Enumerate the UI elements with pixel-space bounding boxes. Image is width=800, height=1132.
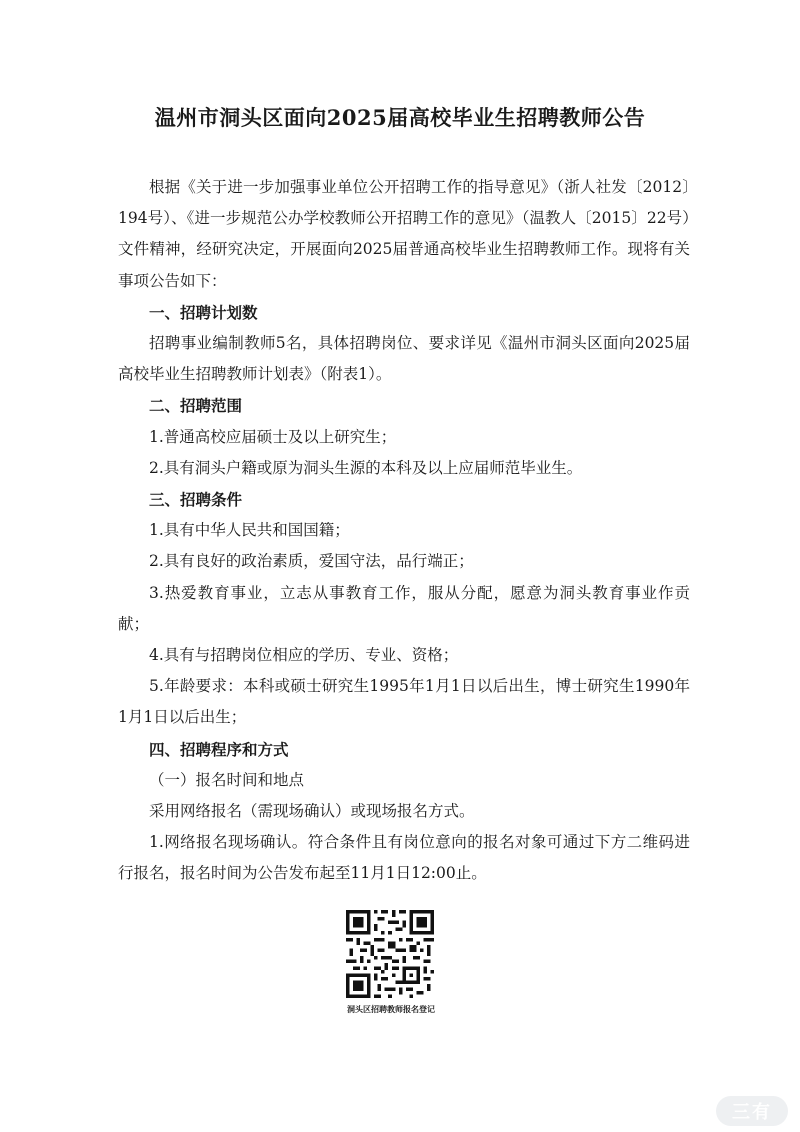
- section-paragraph: 1.具有中华人民共和国国籍；: [149, 521, 350, 540]
- intro-paragraph: 根据《关于进一步加强事业单位公开招聘工作的指导意见》（浙人社发〔2012〕194号）、《进一步规范公办学校教师公开招聘工作的意见》（温教人〔2015〕22号）文件精神，经研究决定，开展面向2025届普通高校毕业生招聘教师工作。现将有关事项公告如下：: [118, 178, 690, 290]
- watermark-logo: 三有: [716, 1096, 788, 1126]
- section-heading: 二、招聘范围: [149, 396, 243, 416]
- section-paragraph: 4.具有与招聘岗位相应的学历、专业、资格；: [149, 646, 459, 665]
- section-paragraph: 采用网络报名（需现场确认）或现场报名方式。: [149, 802, 475, 821]
- section-paragraph: 3.热爱教育事业，立志从事教育工作，服从分配，愿意为洞头教育事业作贡献；: [118, 583, 690, 633]
- section-heading: 三、招聘条件: [149, 490, 243, 510]
- section-heading: 一、招聘计划数: [149, 302, 258, 322]
- section-paragraph: （一）报名时间和地点: [149, 770, 305, 789]
- section-paragraph: 2.具有洞头户籍或原为洞头生源的本科及以上应届师范毕业生。: [149, 458, 583, 477]
- registration-qr-block: [339, 910, 443, 1015]
- section-paragraph: 招聘事业编制教师5名，具体招聘岗位、要求详见《温州市洞头区面向2025届高校毕业生招聘教师计划表》（附表1）。: [118, 334, 690, 384]
- document-title: 温州市洞头区面向2025届高校毕业生招聘教师公告: [154, 105, 646, 130]
- document-body: [118, 172, 690, 890]
- section-paragraph: 1.普通高校应届硕士及以上研究生；: [149, 427, 397, 446]
- qr-caption: 洞头区招聘教师报名登记: [347, 1005, 435, 1014]
- qr-code-icon[interactable]: [346, 910, 434, 998]
- section-paragraph: 5.年龄要求：本科或硕士研究生1995年1月1日以后出生，博士研究生1990年1月1日以后出生；: [118, 677, 690, 727]
- section-paragraph: 2.具有良好的政治素质，爱国守法，品行端正；: [149, 552, 474, 571]
- section-paragraph: 1.网络报名现场确认。符合条件且有岗位意向的报名对象可通过下方二维码进行报名，报名时间为公告发布起至11月1日12:00止。: [118, 833, 690, 883]
- section-heading: 四、招聘程序和方式: [149, 739, 289, 759]
